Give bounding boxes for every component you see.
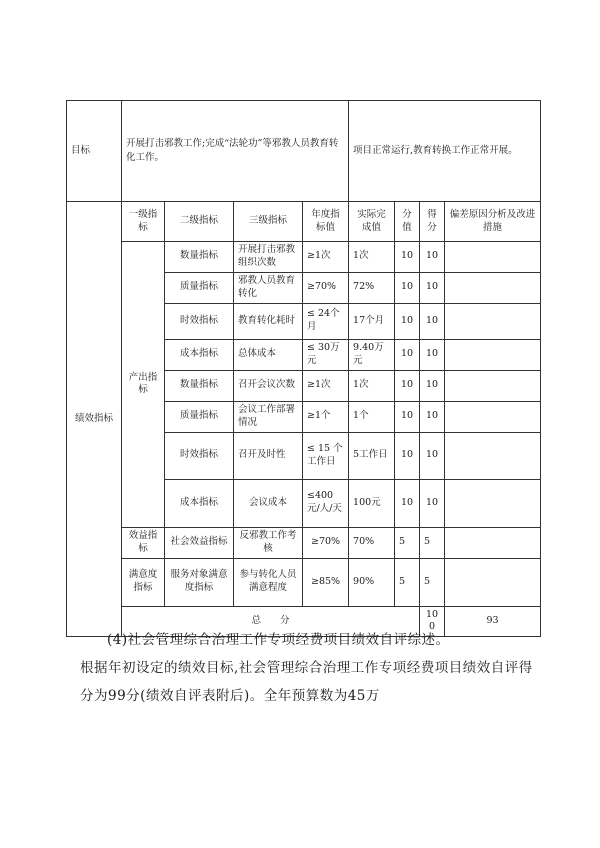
satisfaction-annual: ≥85% xyxy=(303,558,349,606)
row-score: 10 xyxy=(420,272,445,303)
row-note xyxy=(445,303,541,339)
row-score: 10 xyxy=(420,303,445,339)
benefit-level3: 反邪教工作考核 xyxy=(234,527,303,558)
row-value: 10 xyxy=(395,272,420,303)
row-note xyxy=(445,370,541,401)
row-level3: 开展打击邪教组织次数 xyxy=(234,242,303,273)
row-annual: ≤ 24个月 xyxy=(303,303,349,339)
row-note xyxy=(445,242,541,273)
row-level3: 教育转化耗时 xyxy=(234,303,303,339)
satisfaction-score: 5 xyxy=(420,558,445,606)
header-actual: 实际完成值 xyxy=(349,202,395,242)
row-annual: ≥1次 xyxy=(303,242,349,273)
satisfaction-row xyxy=(67,558,541,606)
row-level2: 数量指标 xyxy=(165,370,234,401)
row-level3: 召开会议次数 xyxy=(234,370,303,401)
row-annual: ≥1次 xyxy=(303,370,349,401)
benefit-level2: 社会效益指标 xyxy=(165,527,234,558)
row-level3: 邪教人员教育转化 xyxy=(234,272,303,303)
row-value: 10 xyxy=(395,370,420,401)
section-heading-paragraph: (4)社会管理综合治理工作专项经费项目绩效自评综述。 xyxy=(107,632,450,648)
row-actual: 1次 xyxy=(349,242,395,273)
benefit-annual: ≥70% xyxy=(303,527,349,558)
row-actual: 1个 xyxy=(349,401,395,432)
header-level2: 二级指标 xyxy=(165,202,234,242)
goal-right-text: 项目正常运行,教育转换工作正常开展。 xyxy=(349,101,541,202)
row-note xyxy=(445,272,541,303)
row-note xyxy=(445,339,541,370)
satisfaction-note xyxy=(445,558,541,606)
row-value: 10 xyxy=(395,401,420,432)
row-value: 10 xyxy=(395,242,420,273)
goal-label: 目标 xyxy=(67,101,122,202)
body-paragraph: 根据年初设定的绩效目标,社会管理综合治理工作专项经费项目绩效自评得分为99分(绩效自评表附后)。全年预算数为45万 xyxy=(80,660,533,704)
row-level2: 数量指标 xyxy=(165,242,234,273)
row-level2: 质量指标 xyxy=(165,401,234,432)
row-score: 10 xyxy=(420,479,445,527)
row-actual: 5工作日 xyxy=(349,432,395,479)
table-row xyxy=(67,242,541,273)
benefit-value: 5 xyxy=(395,527,420,558)
row-actual: 72% xyxy=(349,272,395,303)
goal-row xyxy=(67,101,541,202)
row-annual: ≥70% xyxy=(303,272,349,303)
header-row xyxy=(67,202,541,242)
satisfaction-level1: 满意度指标 xyxy=(122,558,165,606)
row-note xyxy=(445,432,541,479)
row-level2: 成本指标 xyxy=(165,339,234,370)
row-actual: 9.40万元 xyxy=(349,339,395,370)
satisfaction-actual: 90% xyxy=(349,558,395,606)
row-level2: 成本指标 xyxy=(165,479,234,527)
header-level1: 一级指标 xyxy=(122,202,165,242)
row-value: 10 xyxy=(395,303,420,339)
row-level2: 质量指标 xyxy=(165,272,234,303)
row-level3: 召开及时性 xyxy=(234,432,303,479)
row-actual: 1次 xyxy=(349,370,395,401)
row-annual: ≥1个 xyxy=(303,401,349,432)
benefit-row xyxy=(67,527,541,558)
satisfaction-level2: 服务对象满意度指标 xyxy=(165,558,234,606)
benefit-score: 5 xyxy=(420,527,445,558)
header-deviation: 偏差原因分析及改进措施 xyxy=(445,202,541,242)
header-level3: 三级指标 xyxy=(234,202,303,242)
row-annual: ≤ 30万元 xyxy=(303,339,349,370)
row-score: 10 xyxy=(420,242,445,273)
row-level3: 总体成本 xyxy=(234,339,303,370)
row-score: 10 xyxy=(420,401,445,432)
goal-left-text: 开展打击邪教工作;完成“法轮功”等邪教人员教育转化工作。 xyxy=(122,101,349,202)
benefit-level1: 效益指标 xyxy=(122,527,165,558)
row-note xyxy=(445,479,541,527)
total-score: 93 xyxy=(445,606,541,637)
perf-label: 绩效指标 xyxy=(67,202,122,637)
performance-table xyxy=(66,100,541,637)
row-value: 10 xyxy=(395,432,420,479)
row-level3: 会议工作部署情况 xyxy=(234,401,303,432)
row-level2: 时效指标 xyxy=(165,432,234,479)
row-note xyxy=(445,401,541,432)
benefit-note xyxy=(445,527,541,558)
header-score-value: 分值 xyxy=(395,202,420,242)
benefit-actual: 70% xyxy=(349,527,395,558)
row-actual: 17个月 xyxy=(349,303,395,339)
row-actual: 100元 xyxy=(349,479,395,527)
row-level2: 时效指标 xyxy=(165,303,234,339)
row-score: 10 xyxy=(420,432,445,479)
output-label: 产出指标 xyxy=(122,242,165,528)
header-score-got: 得分 xyxy=(420,202,445,242)
total-value: 100 xyxy=(420,606,445,637)
satisfaction-value: 5 xyxy=(395,558,420,606)
row-score: 10 xyxy=(420,339,445,370)
row-value: 10 xyxy=(395,339,420,370)
row-value: 10 xyxy=(395,479,420,527)
total-label: 总 分 xyxy=(122,606,420,637)
satisfaction-level3: 参与转化人员满意程度 xyxy=(234,558,303,606)
header-annual: 年度指标值 xyxy=(303,202,349,242)
row-annual: ≤400元/人/天 xyxy=(303,479,349,527)
row-score: 10 xyxy=(420,370,445,401)
row-annual: ≤ 15 个 工作日 xyxy=(303,432,349,479)
row-level3: 会议成本 xyxy=(234,479,303,527)
